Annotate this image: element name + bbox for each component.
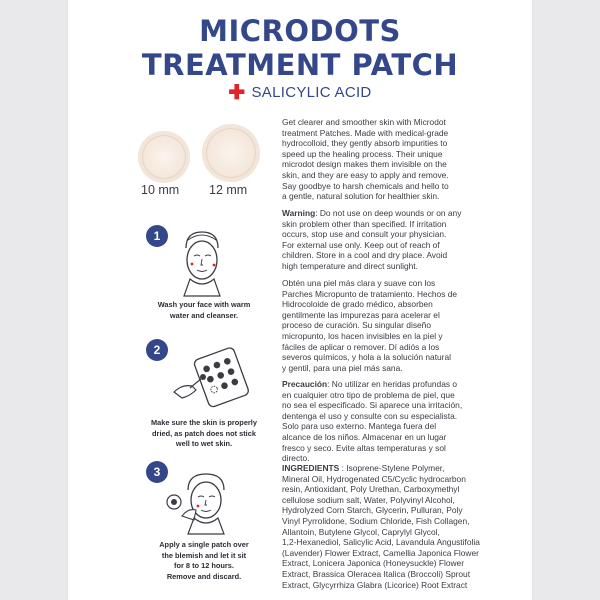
- text-line: For external use only. Keep out of reach of: [282, 239, 440, 250]
- size-label-12mm: 12 mm: [209, 183, 248, 197]
- patch-10mm-image: [138, 131, 190, 183]
- text-line: Get clearer and smoother skin with Microdot: [282, 117, 446, 127]
- precaution-label: Precaución: [282, 379, 328, 389]
- step-2-badge: 2: [146, 339, 168, 361]
- text-line: severos químicos, y hola a la solución natural: [282, 352, 451, 363]
- precaution-spanish: [282, 379, 504, 464]
- text-line: Apply a single patch over: [159, 540, 249, 549]
- product-subtitle: [0, 80, 600, 105]
- text-line: children. Store in a cool and dry place. Avoid: [282, 250, 448, 261]
- text-line: Vinyl Pyrrolidone, Sodium Chloride, Fish Collagen,: [282, 515, 470, 526]
- product-title-line-1: MICRODOTS: [199, 14, 401, 48]
- text-line: cellulose sodium salt, Water, Polyvinyl Alcohol,: [282, 494, 455, 505]
- text-line: occurs, stop use and consult your physician.: [282, 229, 447, 240]
- plus-icon: ✚: [228, 82, 246, 104]
- text-line: Precaución: No utilizar en heridas profundas o: [282, 379, 458, 389]
- text-line: Obtén una piel más clara y suave con los: [282, 278, 436, 288]
- text-line: proceso de curación. Su singular diseño: [282, 320, 431, 331]
- patch-12mm-image: [202, 124, 260, 182]
- text-line: Solo para uso externo. Mantega fuera del: [282, 421, 437, 432]
- text-line: water and cleanser.: [169, 310, 239, 320]
- subtitle-text: SALICYLIC ACID: [251, 84, 372, 101]
- text-line: INGREDIENTS : Isoprene-Stylene Polymer,: [282, 463, 445, 473]
- text-line: en cualquier otro tipo de problema de piel, que: [282, 389, 455, 400]
- text-line: alcance de los niños. Almacenar en un lugar: [282, 431, 447, 442]
- text-line: Hidrocoloide de grado médico, absorben: [282, 299, 433, 310]
- text-line: micropunto, los hacen invisibles en la piel y: [282, 330, 443, 341]
- step-2-caption: [134, 418, 274, 450]
- text-line: microdot design makes them invisible on the: [282, 159, 447, 170]
- text-line: directo.: [282, 453, 310, 464]
- text-line: Wash your face with warm: [157, 300, 251, 309]
- text-line: Make sure the skin is properly: [151, 418, 257, 427]
- text-line: Warning: Do not use on deep wounds or on any: [282, 208, 462, 218]
- text-line: Extract, Glycyrrhiza Glabra (Licorice) Root Extract: [282, 579, 468, 590]
- step-1-badge: 1: [146, 225, 168, 247]
- ingredients-list: [282, 463, 504, 590]
- text-line: y gentil, para una piel más sana.: [282, 362, 403, 373]
- text-line: dried, as patch does not stick: [152, 428, 256, 438]
- text-line: 1,2-Hexanediol, Salicylic Acid, Lavandula Angustifolia: [282, 537, 480, 548]
- text-line: Say goodbye to harsh chemicals and hello to: [282, 180, 449, 191]
- size-label-10mm: 10 mm: [141, 183, 180, 197]
- text-line: skin, and they are easy to apply and remove.: [282, 169, 449, 180]
- text-line: speed up the healing process. Their unique: [282, 148, 443, 159]
- text-line: Remove and discard.: [166, 571, 242, 581]
- text-line: Extract, Brassica Oleracea Italica (Broccoli) Sprout: [282, 568, 471, 579]
- text-line: Parches Micropunto de tratamiento. Hechos de: [282, 288, 458, 299]
- text-line: for 8 to 12 hours.: [174, 561, 234, 570]
- text-line: hydrocolloid, they gently absorb impurities to: [282, 138, 448, 149]
- text-line: the blemish and let it sit: [161, 550, 247, 560]
- text-line: resin, Antioxidant, Poly Urethan, Carboxymethyl: [282, 484, 460, 495]
- text-line: Mineral Oil, Hydrogenated C5/Cyclic hydrocarbon: [282, 473, 466, 484]
- text-line: Extract, Lonicera Japonica (Honeysuckle) Flower: [282, 558, 465, 569]
- text-line: a gentle, natural solution for healthier skin.: [282, 191, 440, 202]
- warning-english: [282, 208, 504, 272]
- text-line: high temperature and direct sunlight.: [282, 260, 418, 271]
- warning-label: Warning: [282, 208, 316, 218]
- text-line: gentilmente las impurezas para acelerar el: [282, 309, 440, 320]
- text-line: treatment Patches. Made with medical-grade: [282, 127, 449, 138]
- face-wash-icon: [172, 226, 232, 298]
- text-line: (Lavender) Flower Extract, Camellia Japonica Flower: [282, 547, 479, 558]
- step-1-caption: [134, 300, 274, 321]
- face-apply-patch-icon: [160, 470, 240, 536]
- text-line: fresco y seco. Evite altas temperaturas y sol: [282, 442, 446, 453]
- text-line: Hydrolyzed Corn Starch, Glycerin, Pulluran, Poly: [282, 505, 463, 516]
- ingredients-label: INGREDIENTS: [282, 463, 340, 473]
- text-line: dentenga el uso y consulte con su especialista.: [282, 410, 458, 421]
- text-line: Allantoin, Butylene Glycol, Caprylyl Glycol,: [282, 526, 440, 537]
- step-3-caption: [134, 540, 274, 582]
- step-3-badge: 3: [146, 461, 168, 483]
- description-english: [282, 117, 504, 202]
- text-line: skin problem other than specified. If irritation: [282, 218, 447, 229]
- patch-sheet-icon: [170, 344, 254, 414]
- description-spanish: [282, 278, 504, 373]
- text-line: no sea el especificado. Si aparece una irritación,: [282, 400, 463, 411]
- text-line: well to wet skin.: [175, 439, 233, 448]
- text-line: fáciles de aplicar o remover. Dí adiós a los: [282, 341, 440, 352]
- product-title-line-2: TREATMENT PATCH: [141, 48, 459, 82]
